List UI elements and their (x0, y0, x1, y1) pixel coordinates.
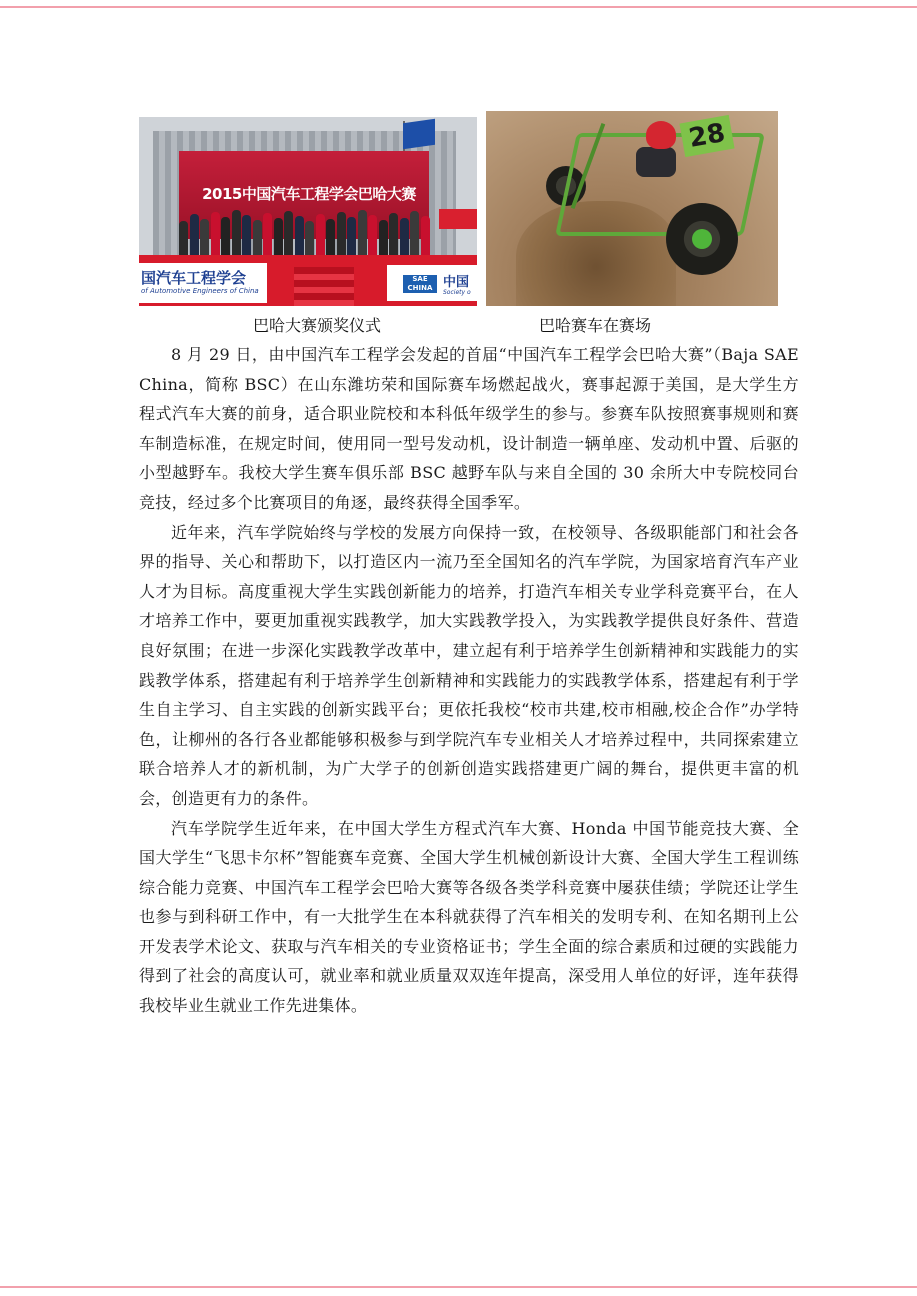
crowd-person (316, 214, 325, 255)
flag-icon (403, 119, 435, 149)
event-banner-text: 2015中国汽车工程学会巴哈大赛 (202, 185, 416, 203)
crowd-person (274, 218, 283, 255)
bottom-rule (0, 1286, 917, 1288)
award-photo-caption: 巴哈大赛颁奖仪式 (253, 316, 382, 335)
sign-left-en: of Automotive Engineers of China (141, 287, 259, 295)
stage-steps (294, 267, 354, 306)
team-crowd (179, 207, 439, 255)
crowd-person (284, 211, 293, 255)
crowd-person (232, 210, 241, 255)
crowd-person (400, 218, 409, 255)
crowd-person (326, 219, 335, 255)
sign-left-cn: 国汽车工程学会 (141, 269, 247, 287)
crowd-person (358, 210, 367, 255)
crowd-person (368, 215, 377, 255)
article-paragraph-1: 8 月 29 日，由中国汽车工程学会发起的首届“中国汽车工程学会巴哈大赛”（Baja SAE China，简称 BSC）在山东潍坊荣和国际赛车场燃起战火，赛事起源于美国，是大学生方程式汽车大赛的前身，适合职业院校和本科低年级学生的参与。参赛车队按照赛事规则和赛车制造标准，在规定时间，使用同一型号发动机，设计制造一辆单座、发动机中置、后驱的小型越野车。我校大学生赛车俱乐部 BSC 越野车队与来自全国的 30 余所大中专院校同台竞技，经过多个比赛项目的角逐，最终获得全国季军。 (139, 345, 799, 512)
sign-right-cn: 中国 (443, 275, 470, 290)
car-number-plate: 28 (679, 115, 734, 157)
crowd-person (347, 217, 356, 255)
sae-china-logo: SAE CHINA (403, 275, 437, 293)
red-tent (439, 209, 477, 229)
crowd-person (410, 211, 419, 255)
sign-right-en: Society o (443, 289, 471, 296)
crowd-person (389, 213, 398, 255)
racecar-photo (486, 111, 778, 306)
top-rule (0, 6, 917, 8)
crowd-person (337, 212, 346, 255)
crowd-person (190, 214, 199, 255)
crowd-person (295, 216, 304, 255)
crowd-person (221, 217, 230, 255)
crowd-person (200, 219, 209, 255)
crowd-person (305, 221, 314, 255)
driver-body (636, 147, 676, 177)
helmet-icon (646, 121, 676, 149)
crowd-person (179, 221, 188, 255)
crowd-person (242, 215, 251, 255)
crowd-person (421, 216, 430, 255)
crowd-person (379, 220, 388, 255)
award-ceremony-photo (139, 117, 477, 306)
crowd-person (211, 212, 220, 255)
crowd-person (253, 220, 262, 255)
sign-right (387, 265, 477, 301)
wheel-hub (692, 229, 712, 249)
sign-left (139, 263, 267, 303)
racecar-photo-caption: 巴哈赛车在赛场 (539, 316, 652, 335)
article-paragraph-2: 近年来，汽车学院始终与学校的发展方向保持一致，在校领导、各级职能部门和社会各界的指导、关心和帮助下，以打造区内一流乃至全国知名的汽车学院，为国家培育汽车产业人才为目标。高度重视大学生实践创新能力的培养，打造汽车相关专业学科竞赛平台，在人才培养工作中，要更加重视实践教学，加大实践教学投入，为实践教学提供良好条件、营造良好氛围；在进一步深化实践教学改革中，建立起有利于培养学生创新精神和实践能力的实践教学体系，搭建起有利于培养学生创新精神和实践能力的实践教学体系，搭建起有利于学生自主学习、自主实践的创新实践平台；更依托我校“校市共建,校市相融,校企合作”办学特色，让柳州的各行各业都能够积极参与到学院汽车专业相关人才培养过程中，共同探索建立联合培养人才的新机制，为广大学子的创新创造实践搭建更广阔的舞台，提供更丰富的机会，创造更有力的条件。 (139, 522, 799, 808)
article-paragraph-3: 汽车学院学生近年来，在中国大学生方程式汽车大赛、Honda 中国节能竞技大赛、全国大学生“飞思卡尔杯”智能赛车竞赛、全国大学生机械创新设计大赛、全国大学生工程训练综合能力竞赛、中国汽车工程学会巴哈大赛等各级各类学科竞赛中屡获佳绩；学院还让学生也参与到科研工作中，有一大批学生在本科就获得了汽车相关的发明专利、在知名期刊上公开发表学术论文、获取与汽车相关的专业资格证书；学生全面的综合素质和过硬的实践能力得到了社会的高度认可，就业率和就业质量双双连年提高，深受用人单位的好评，连年获得我校毕业生就业工作先进集体。 (139, 818, 799, 1016)
crowd-person (263, 213, 272, 255)
article-body (139, 340, 799, 1021)
